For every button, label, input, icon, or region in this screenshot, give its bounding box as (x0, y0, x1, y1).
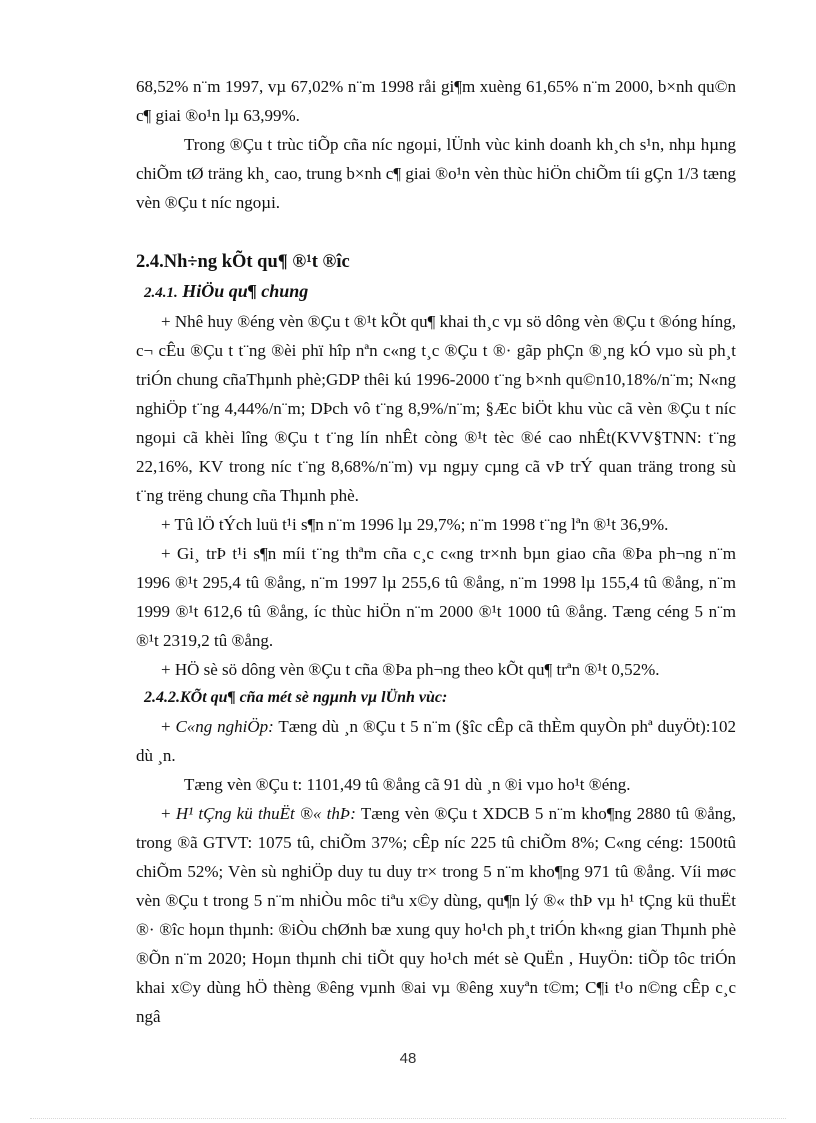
page-number: 48 (399, 1050, 417, 1067)
page-content (136, 72, 736, 1031)
paragraph: + Nhê huy ®éng vèn ®Çu t ®¹t kÕt qu¶ khai th¸c vµ sö dông vèn ®Çu t ®óng híng, c¬ cÊu ®Çu t t¨ng ®èi phï hîp nªn c«ng t¸c ®Çu t ®· gãp phÇn ®¸ng kÓ vµo sù ph¸t triÓn chung cñaThµnh phè;GDP thêi kú 1996-2000 t¨ng b×nh qu©n10,18%/n¨m; N«ng nghiÖp t¨ng 4,44%/n¨m; DÞch vô t¨ng 8,9%/n¨m; §Æc biÖt khu vùc cã vèn ®Çu t níc ngoµi cã khèi lîng ®Çu t t¨ng lín nhÊt còng ®¹t tèc ®é cao nhÊt(KVV§TNN: t¨ng 22,16%, KV trong níc t¨ng 8,68%/n¨m) vµ ngµy cµng cã vÞ trÝ quan träng trong sù t¨ng trëng chung cña Thµnh phè. (136, 312, 736, 505)
paragraph: Tæng vèn ®Çu t: 1101,49 tû ®ång cã 91 dù ¸n ®i vµo ho¹t ®éng. (184, 775, 631, 794)
paragraph: + Tû lÖ tÝch luü t¹i s¶n n¨m 1996 lµ 29,7%; n¨m 1998 t¨ng lªn ®¹t 36,9%. (161, 515, 669, 534)
paragraph-body: Tæng dù ¸n ®Çu t 5 n¨m (§îc cÊp cã thÈm quyÒn phª duyÖt):102 dù ¸n. (136, 717, 736, 765)
paragraph: + Gi¸ trÞ t¹i s¶n míi t¨ng thªm cña c¸c c«ng tr×nh bµn giao cña ®Þa ph¬ng n¨m 1996 ®¹t 295,4 tû ®ång, n¨m 1997 lµ 255,6 tû ®ång, n¨m 1998 lµ 155,4 tû ®ång, n¨m 1999 ®¹t 612,6 tû ®ång, íc thùc hiÖn n¨m 2000 ®¹t 1000 tû ®ång. Tæng céng 5 n¨m ®¹t 2319,2 tû ®ång. (136, 544, 736, 650)
paragraph-body: Tæng vèn ®Çu t XDCB 5 n¨m kho¶ng 2880 tû ®ång, trong ®ã GTVT: 1075 tû, chiÕm 37%; cÊp níc 225 tû chiÕm 8%; C«ng céng: 1500tû chiÕm 52%; Vèn sù nghiÖp duy tu duy tr× trong 5 n¨m kho¶ng 971 tû ®ång. Víi møc vèn ®Çu t trong 5 n¨m nhiÒu môc tiªu x©y dùng, qu¶n lý ®« thÞ vµ h¹ tÇng kü thuËt ®· ®îc hoµn thµnh: ®iÒu chØnh bæ xung quy ho¹ch ph¸t triÓn kh«ng gian Thµnh phè ®Õn n¨m 2020; Hoµn thµnh chi tiÕt quy ho¹ch mét sè QuËn , HuyÖn: tiÕp tôc triÓn khai x©y dùng hÖ thèng ®êng vµnh ®ai vµ ®êng xuyªn t©m; C¶i t¹o n©ng cÊp c¸c ngâ (136, 804, 736, 1026)
paragraph: + HÖ sè sö dông vèn ®Çu t cña ®Þa ph¬ng theo kÕt qu¶ trªn ®¹t 0,52%. (161, 660, 660, 679)
paragraph: + C«ng nghiÖp: Tæng dù ¸n ®Çu t 5 n¨m (§îc cÊp cã thÈm quyÒn phª duyÖt):102 dù ¸n. (136, 717, 736, 765)
subsection-number: 2.4.1. (144, 285, 178, 301)
paragraph: Trong ®Çu t trùc tiÕp cña níc ngoµi, lÜnh vùc kinh doanh kh¸ch s¹n, nhµ hµng chiÕm tØ träng kh¸ cao, trung b×nh c¶ giai ®o¹n vèn thùc hiÖn chiÕm tíi gÇn 1/3 tæng vèn ®Çu t níc ngoµi. (136, 135, 736, 212)
page-bottom-divider (30, 1118, 786, 1119)
section-heading: 2.4.Nh÷ng kÕt qu¶ ®¹t ®îc (136, 252, 350, 272)
subsection-title: HiÖu qu¶ chung (182, 281, 309, 301)
paragraph: + H¹ tÇng kü thuËt ®« thÞ: Tæng vèn ®Çu t XDCB 5 n¨m kho¶ng 2880 tû ®ång, trong ®ã GTVT: 1075 tû, chiÕm 37%; cÊp níc 225 tû chiÕm 8%; C«ng céng: 1500tû chiÕm 52%; Vèn sù nghiÖp duy tu duy tr× trong 5 n¨m kho¶ng 971 tû ®ång. Víi møc vèn ®Çu t trong 5 n¨m nhiÒu môc tiªu x©y dùng, qu¶n lý ®« thÞ vµ h¹ tÇng kü thuËt ®· ®îc hoµn thµnh: ®iÒu chØnh bæ xung quy ho¹ch ph¸t triÓn kh«ng gian Thµnh phè ®Õn n¨m 2020; Hoµn thµnh chi tiÕt quy ho¹ch mét sè QuËn , HuyÖn: tiÕp tôc triÓn khai x©y dùng hÖ thèng ®êng vµnh ®ai vµ ®êng xuyªn t©m; C¶i t¹o n©ng cÊp c¸c ngâ (136, 804, 736, 1026)
paragraph: 68,52% n¨m 1997, vµ 67,02% n¨m 1998 råi gi¶m xuèng 61,65% n¨m 2000, b×nh qu©n c¶ giai ®o¹n lµ 63,99%. (136, 77, 736, 125)
paragraph-lead: C«ng nghiÖp: (175, 717, 274, 736)
subsection-heading: 2.4.2.KÕt qu¶ cña mét sè ngµnh vµ lÜnh vùc: (144, 689, 448, 706)
paragraph-lead: H¹ tÇng kü thuËt ®« thÞ: (175, 804, 356, 823)
subsection-heading (136, 277, 736, 307)
